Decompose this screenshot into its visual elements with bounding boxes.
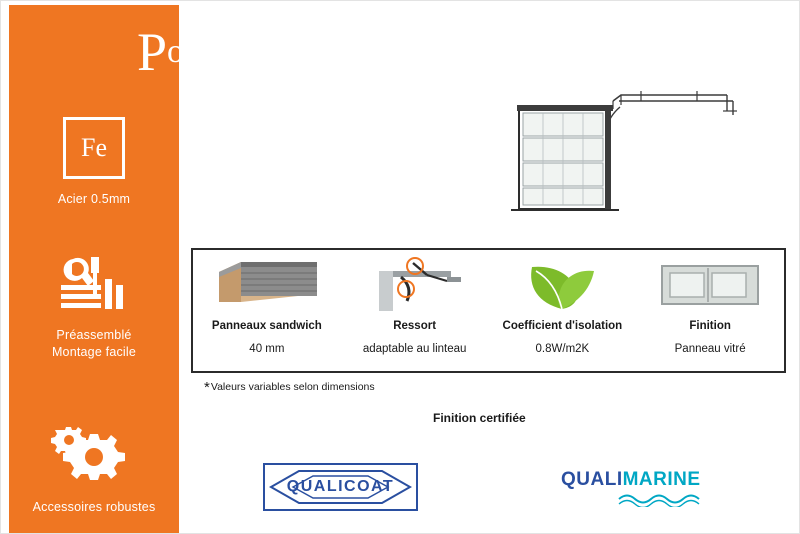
glazed-industrial-door-image — [501, 79, 751, 229]
sidebar-caption-acier: Acier 0.5mm — [57, 192, 131, 206]
glazed-panel-image — [658, 256, 762, 314]
feature-finition — [636, 250, 784, 371]
gears-icon — [9, 423, 179, 491]
sidebar-item-acier — [9, 117, 179, 208]
feature-label: Ressort — [393, 320, 437, 332]
feature-value: adaptable au linteau — [362, 343, 467, 355]
feature-label: Panneaux sandwich — [211, 320, 322, 332]
page-title — [137, 22, 468, 82]
fe-badge-label: Fe — [81, 133, 107, 162]
sidebar-item-accessoires — [9, 423, 179, 516]
feature-ressort — [341, 250, 489, 371]
wrench-tools-icon — [9, 251, 179, 319]
feature-value: Panneau vitré — [674, 343, 746, 355]
qualimarine-logo-text-part1: QUALI — [561, 469, 623, 490]
features-box — [191, 248, 786, 373]
green-leaf-icon — [518, 256, 606, 314]
footnote-text: Valeurs variables selon dimensions — [210, 381, 375, 393]
fe-square-icon — [63, 117, 125, 179]
feature-label: Finition — [689, 320, 731, 332]
sidebar — [9, 5, 179, 533]
qualimarine-logo-text-part2: MARINE — [622, 469, 701, 490]
feature-value: 40 mm — [249, 343, 285, 355]
sidebar-caption-accessoires: Accessoires robustes — [32, 500, 156, 514]
wave-icon — [561, 491, 709, 507]
page-title-rest: orte industrielle vitrée — [167, 33, 468, 70]
footnote-star: * — [204, 379, 210, 396]
feature-label: Coefficient d'isolation — [502, 320, 623, 332]
qualimarine-logo — [561, 469, 711, 509]
certification-heading: Finition certifiée — [433, 411, 526, 425]
sandwich-panel-image — [213, 256, 321, 314]
sidebar-caption-montage: Montage facile — [51, 345, 137, 359]
feature-panneaux-sandwich — [193, 250, 341, 371]
qualicoat-logo — [263, 463, 418, 511]
page-title-initial: P — [137, 22, 168, 82]
feature-coefficient-isolation — [489, 250, 637, 371]
spring-mechanism-image — [361, 256, 469, 314]
sidebar-item-preassemble — [9, 251, 179, 361]
sidebar-caption-preassemble: Préassemblé — [56, 328, 132, 342]
footnote — [204, 379, 375, 396]
qualicoat-logo-text: QUALICOAT — [286, 478, 395, 495]
feature-value: 0.8W/m2K — [535, 343, 590, 355]
